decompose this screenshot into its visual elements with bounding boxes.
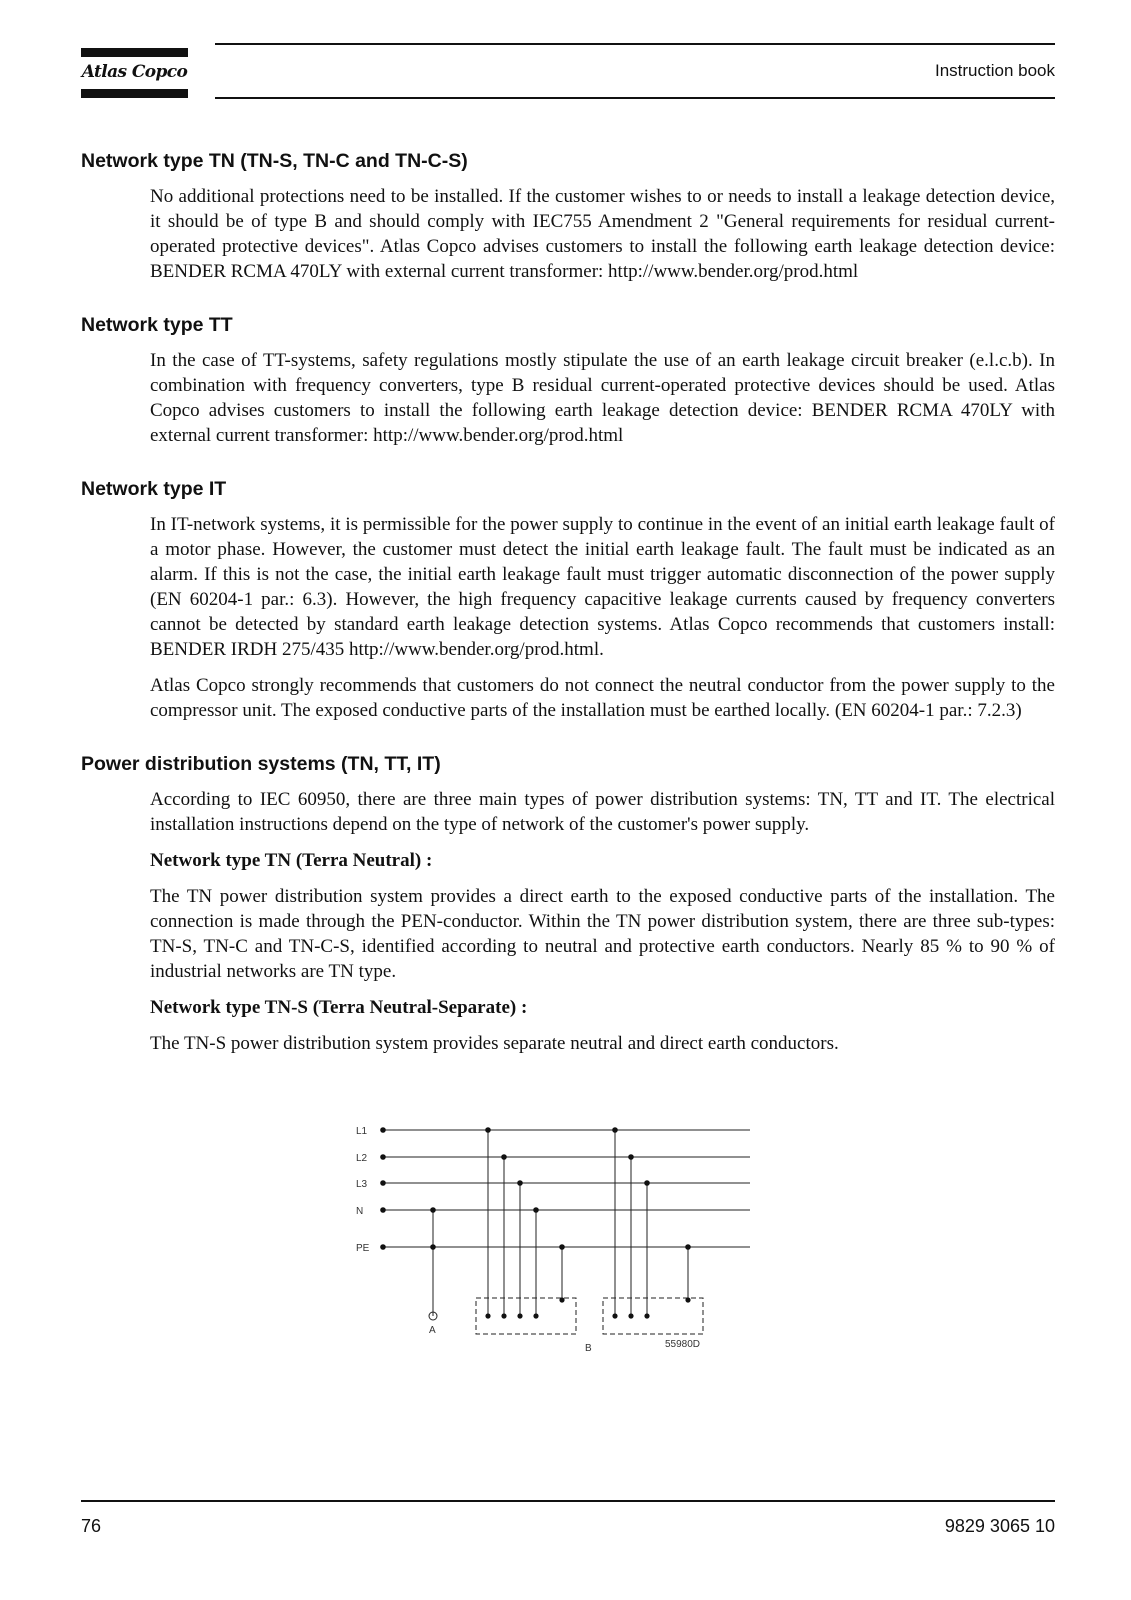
- load-box-b2: [603, 1298, 703, 1334]
- logo-bar-bottom: [81, 89, 188, 98]
- section-body: [150, 512, 1055, 723]
- page-number: 76: [81, 1516, 102, 1536]
- section-heading: Network type TT: [81, 314, 233, 336]
- label-pe: PE: [356, 1243, 370, 1254]
- tn-s-wiring-diagram: [350, 1126, 770, 1385]
- section-body: [150, 184, 1055, 284]
- subsection-heading-tn-s: Network type TN-S (Terra Neutral-Separate) :: [150, 997, 528, 1018]
- paragraph: No additional protections need to be installed. If the customer wishes to or needs to install a leakage detection device, it should be of type B and should comply with IEC755 Amendment 2 "General requirements for residual current-operated protective devices". Atlas Copco advises customers to install the following earth leakage detection device: BENDER RCMA 470LY with external current transformer: http://www.bender.org/prod.html: [150, 186, 1055, 282]
- paragraph: Atlas Copco strongly recommends that customers do not connect the neutral conductor from the power supply to the compressor unit. The exposed conductive parts of the installation must be earthed locally. (EN 60204-1 par.: 7.2.3): [150, 675, 1055, 721]
- section-power-distribution: [81, 751, 1055, 1056]
- paragraph: According to IEC 60950, there are three main types of power distribution systems: TN, TT and IT. The electrical installation instructions depend on the type of network of the customer's power supply.: [150, 789, 1055, 835]
- paragraph: The TN power distribution system provides a direct earth to the exposed conductive parts of the installation. The connection is made through the PEN-conductor. Within the TN power distribution system, there are three sub-types: TN-S, TN-C and TN-C-S, identified according to neutral and protective earth conductors. Nearly 85 % to 90 % of industrial networks are TN type.: [150, 886, 1055, 982]
- label-l2: L2: [356, 1153, 368, 1164]
- label-l1: L1: [356, 1126, 368, 1137]
- paragraph: In IT-network systems, it is permissible for the power supply to continue in the event of an initial earth leakage fault of a motor phase. However, the customer must detect the initial earth leakage fault. The fault must be indicated as an alarm. If this is not the case, the initial earth leakage fault must trigger automatic disconnection of the power supply (EN 60204-1 par.: 6.3). However, the high frequency capacitive leakage currents caused by frequency converters cannot be detected by standard earth leakage detection systems. Atlas Copco recommends that customers install: BENDER IRDH 275/435 http://www.bender.org/prod.html.: [150, 514, 1055, 660]
- figure-code: 55980D: [665, 1339, 701, 1350]
- section-body: [150, 787, 1055, 1056]
- atlas-copco-logo: Atlas Copco: [81, 62, 188, 82]
- section-heading: Power distribution systems (TN, TT, IT): [81, 753, 441, 775]
- section-network-it: [81, 476, 1055, 723]
- logo-bar-top: [81, 48, 188, 57]
- diagram-svg: [350, 1126, 770, 1385]
- document-number: 9829 3065 10: [944, 1516, 1055, 1536]
- section-body: [150, 348, 1055, 448]
- page-content: [81, 148, 1055, 1067]
- load-box-b1: [476, 1298, 576, 1334]
- label-l3: L3: [356, 1179, 368, 1190]
- section-network-tn: [81, 148, 1055, 284]
- section-heading: Network type TN (TN-S, TN-C and TN-C-S): [81, 150, 468, 172]
- subsection-heading-tn: Network type TN (Terra Neutral) :: [150, 850, 433, 871]
- label-a: A: [429, 1325, 436, 1336]
- header-rule-top: [215, 43, 1055, 45]
- footer-rule: [81, 1500, 1055, 1502]
- header-title: Instruction book: [934, 61, 1055, 80]
- label-n: N: [356, 1206, 364, 1217]
- section-network-tt: [81, 312, 1055, 448]
- paragraph: In the case of TT-systems, safety regulations mostly stipulate the use of an earth leakage circuit breaker (e.l.c.b). In combination with frequency converters, type B residual current-operated protective devices should be used. Atlas Copco advises customers to install the following earth leakage detection device: BENDER RCMA 470LY with external current transformer: http://www.bender.org/prod.html: [150, 350, 1055, 446]
- label-b: B: [585, 1343, 592, 1354]
- paragraph: The TN-S power distribution system provides separate neutral and direct earth conductors.: [150, 1033, 839, 1054]
- section-heading: Network type IT: [81, 478, 227, 500]
- header-rule-bottom: [215, 97, 1055, 99]
